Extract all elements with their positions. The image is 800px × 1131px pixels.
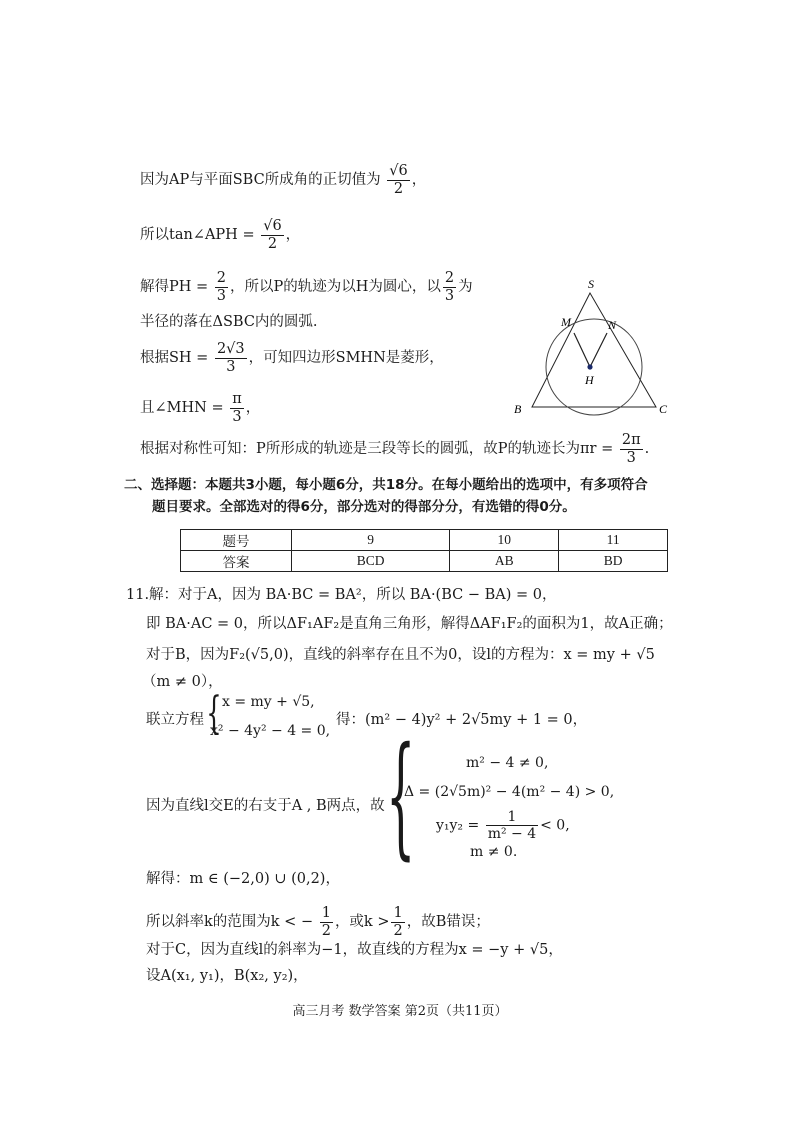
section-heading xyxy=(124,478,648,494)
point-h xyxy=(587,364,592,369)
text: ，可知四边形SMHN是菱形， xyxy=(248,350,444,367)
line-sh-value xyxy=(140,341,444,375)
text: 因为AP与平面SBC所成角的正切值为 xyxy=(140,172,381,189)
line-tangent-value xyxy=(140,163,426,197)
table-row xyxy=(181,530,668,551)
triangle-circle-figure xyxy=(510,275,700,425)
text: 因为直线l交E的右支于A , B两点，故 xyxy=(146,798,385,814)
label-m: M xyxy=(561,315,571,329)
text: 11.解：对于A，因为 BA·BC = BA²，所以 BA·(BC − BA) = 0， xyxy=(126,587,557,603)
numerator: 2 xyxy=(216,270,227,286)
text: 根据对称性可知：P所形成的轨迹是三段等长的圆弧，故P的轨迹长为πr = xyxy=(140,441,614,458)
table-cell: AB xyxy=(450,551,559,572)
denominator: 3 xyxy=(444,287,455,304)
line-trajectory-length xyxy=(140,432,649,466)
footer-text: 高三月考 数学答案 第2页（共11页） xyxy=(292,1004,508,1019)
fraction xyxy=(320,905,333,939)
text: ，或k > xyxy=(334,914,390,931)
line-angle-mhn xyxy=(140,391,260,425)
table-cell: 9 xyxy=(292,530,450,551)
label-b: B xyxy=(514,402,522,416)
text: 题目要求。全部选对的得6分，部分选对的得部分分，有选错的得0分。 xyxy=(152,499,576,515)
text: 二、选择题：本题共3小题，每小题6分，共18分。在每小题给出的选项中，有多项符合 xyxy=(124,477,648,493)
text: ，故B错误； xyxy=(406,914,490,931)
table-cell: BD xyxy=(559,551,668,572)
numerator: 2π xyxy=(621,432,641,448)
label-h: H xyxy=(585,373,594,387)
table-cell: BCD xyxy=(292,551,450,572)
text: ， xyxy=(245,400,261,417)
fraction xyxy=(261,218,283,252)
denominator: 3 xyxy=(232,408,242,425)
text: 所以斜率k的范围为k < − xyxy=(146,914,314,931)
line-11-g xyxy=(146,871,340,888)
numerator: 2 xyxy=(444,270,455,286)
line-radius-arc xyxy=(140,314,318,331)
text: 即 BA·AC = 0，所以ΔF₁AF₂是直角三角形，解得ΔAF₁F₂的面积为1，故A正确； xyxy=(146,616,673,632)
circle-h xyxy=(546,319,642,415)
text: . xyxy=(644,441,650,458)
line-11-e-label xyxy=(146,712,204,729)
denominator: 2 xyxy=(267,235,278,252)
text: 半径的落在ΔSBC内的圆弧. xyxy=(140,314,318,330)
text: 设A(x₁, y₁)，B(x₂, y₂)， xyxy=(146,968,308,984)
line-11-h xyxy=(146,905,490,939)
text: 为 xyxy=(458,279,473,296)
segments-mhn xyxy=(574,333,607,367)
denominator: 2 xyxy=(393,922,403,939)
denominator: 3 xyxy=(626,449,636,466)
denominator: 3 xyxy=(216,287,227,304)
table-cell: 答案 xyxy=(181,551,292,572)
brace-system-1: { xyxy=(206,688,222,739)
line-11-c xyxy=(146,647,655,664)
numerator: √6 xyxy=(263,218,282,234)
fraction xyxy=(486,809,538,842)
fraction xyxy=(387,163,409,197)
numerator: 2√3 xyxy=(216,341,245,357)
text: 根据SH = xyxy=(140,350,209,367)
system-cond-1: m² − 4 ≠ 0, xyxy=(466,755,549,771)
denominator: m² − 4 xyxy=(487,826,537,843)
label-n: N xyxy=(608,318,617,332)
label-c: C xyxy=(659,402,668,416)
system-eq-2: x² − 4y² − 4 = 0, xyxy=(210,723,331,739)
line-11-a xyxy=(126,587,556,604)
line-11-j xyxy=(146,968,308,985)
denominator: 3 xyxy=(226,358,236,375)
fraction xyxy=(215,270,228,304)
numerator: 1 xyxy=(321,905,331,921)
numerator: √6 xyxy=(389,163,408,179)
text: < 0, xyxy=(540,817,570,834)
text: 解得PH = xyxy=(140,279,209,296)
table-cell: 题号 xyxy=(181,530,292,551)
table-row xyxy=(181,551,668,572)
system-cond-4: m ≠ 0. xyxy=(470,844,518,860)
text: y₁y₂ = xyxy=(436,817,480,834)
text: 联立方程 xyxy=(146,712,204,728)
table-cell: 10 xyxy=(450,530,559,551)
numerator: 1 xyxy=(486,809,538,826)
line-11-e-result xyxy=(336,712,587,729)
numerator: π xyxy=(232,391,242,407)
denominator: 2 xyxy=(321,922,331,939)
text: 对于C，因为直线l的斜率为−1，故直线的方程为x = −y + √5， xyxy=(146,942,563,958)
system-cond-3 xyxy=(436,809,570,842)
table-cell: 11 xyxy=(559,530,668,551)
text: 对于B，因为F₂(√5,0)，直线的斜率存在且不为0，设l的方程为：x = my + √5 xyxy=(146,647,655,663)
fraction xyxy=(215,341,247,375)
text: ， xyxy=(285,227,301,244)
line-11-b xyxy=(146,616,673,633)
denominator: 2 xyxy=(393,180,404,197)
text: 得：(m² − 4)y² + 2√5my + 1 = 0， xyxy=(336,712,588,728)
line-tan-aph xyxy=(140,218,300,252)
numerator: 1 xyxy=(393,905,403,921)
label-s: S xyxy=(588,277,594,291)
fraction xyxy=(230,391,244,425)
text: 解得：m ∈ (−2,0) ∪ (0,2)， xyxy=(146,871,340,887)
line-11-f xyxy=(146,798,385,815)
brace-system-2: { xyxy=(386,719,416,873)
page-footer xyxy=(0,1000,800,1019)
fraction xyxy=(391,905,404,939)
triangle-sbc xyxy=(532,293,656,407)
text: 所以tan∠APH = xyxy=(140,227,255,244)
section-instructions xyxy=(152,500,576,516)
system-cond-2: Δ = (2√5m)² − 4(m² − 4) > 0, xyxy=(404,784,615,800)
line-ph-value xyxy=(140,270,473,304)
answer-table xyxy=(180,529,668,572)
text: ， xyxy=(411,172,427,189)
text: （m ≠ 0）， xyxy=(142,674,223,690)
line-11-i xyxy=(146,942,563,959)
fraction xyxy=(620,432,643,466)
text: 且∠MHN = xyxy=(140,400,224,417)
fraction xyxy=(443,270,456,304)
system-eq-1: x = my + √5, xyxy=(222,694,315,710)
text: ，所以P的轨迹为以H为圆心，以 xyxy=(230,279,441,296)
